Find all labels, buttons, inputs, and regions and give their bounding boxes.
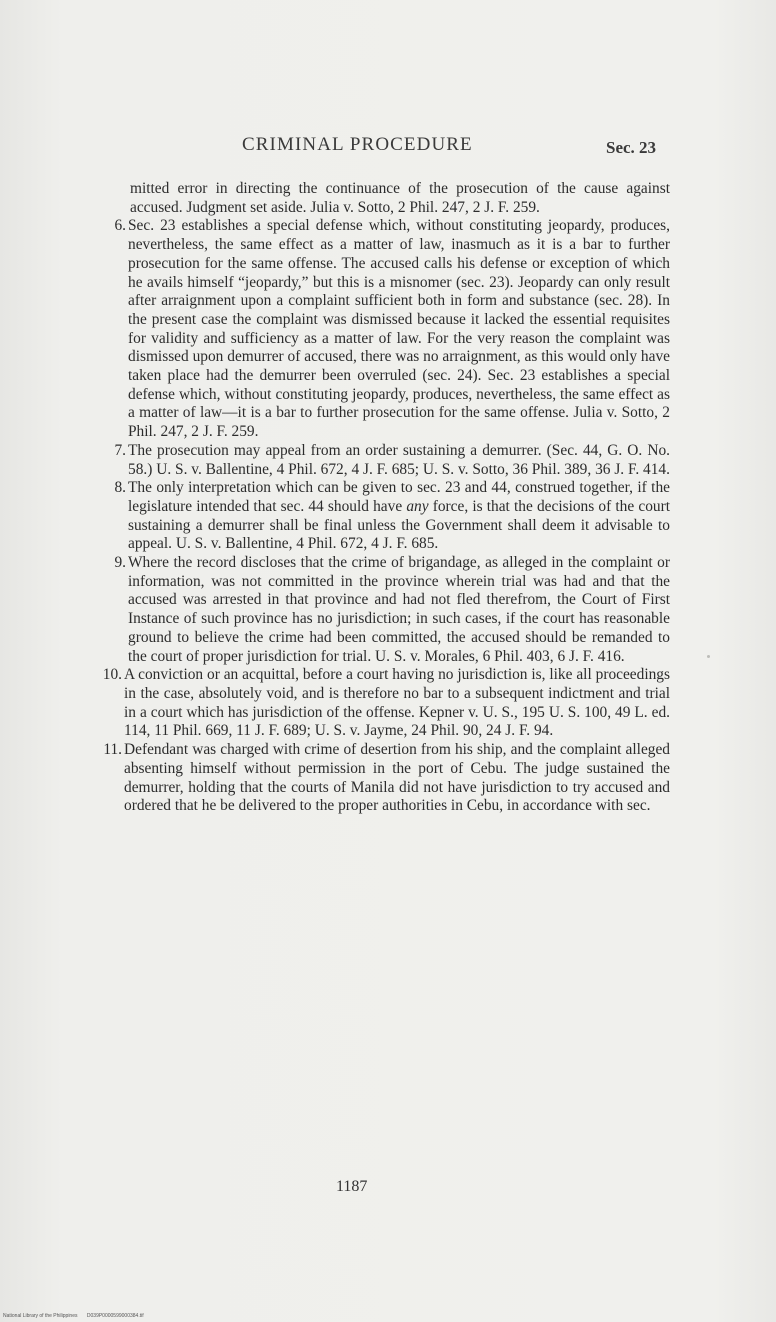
- note-8: [114, 479, 670, 554]
- note-11: [103, 741, 670, 816]
- note-7: [114, 441, 670, 479]
- note-number: 10.: [102, 666, 122, 684]
- note-text: The prosecution may appeal from an order sustaining a demurrer. (Sec. 44, G. O. No. 58.) U. S. v. Ballentine, 4 Phil. 672, 4 J. F. 685; U. S. v. Sotto, 36 Phil. 389, 36 J. F. 414.: [128, 441, 670, 478]
- footer-code: D039P0000599000384.tif: [86, 1313, 144, 1319]
- note-text: Defendant was charged with crime of desertion from his ship, and the complaint alleged absenting himself without permission in the port of Cebu. The judge sustained the demurrer, holding that the courts of Manila did not have jurisdiction to try accused and ordered that he be delivered to the proper authorities in Cebu, in accordance with sec.: [124, 741, 670, 815]
- running-head: [0, 134, 776, 160]
- running-title: CRIMINAL PROCEDURE: [242, 134, 473, 155]
- note-text: Sec. 23 establishes a special defense which, without constituting jeopardy, produces, nevertheless, the same effect as a matter of law, inasmuch as it is a bar to further prosecution for the same offense. The accused calls his defense or exception of which he avails himself “jeopardy,” but this is a misnomer (sec. 23). Jeopardy can only result after arraignment upon a complaint sufficient both in form and substance (sec. 28). In the present case the complaint was dismissed because it lacked the essential requisites for validity and sufficiency as a matter of law. For the very reason the complaint was dismissed upon demurrer of accused, there was no arraignment, as this would only have taken place had the demurrer been overruled (sec. 24). Sec. 23 establishes a special defense which, without constituting jeopardy, produces, nevertheless, the same effect as a matter of law—it is a bar to further prosecution for the same offense. Julia v. Sotto, 2 Phil. 247, 2 J. F. 259.: [128, 217, 670, 441]
- note-10: [102, 666, 670, 741]
- section-reference: Sec. 23: [606, 138, 657, 157]
- body-text: [0, 180, 776, 816]
- note-number: 9.: [114, 554, 126, 572]
- scan-speck: [707, 655, 710, 658]
- note-number: 8.: [114, 479, 126, 497]
- note-text: Where the record discloses that the crime of brigandage, as alleged in the complaint or information, was not committed in the province wherein trial was had and that the accused was arrested in that province and had not fled therefrom, the Court of First Instance of such province has no jurisdiction; in such cases, if the court has reasonable ground to believe the crime had been committed, the accused should be remanded to the court of proper jurisdiction for trial. U. S. v. Morales, 6 Phil. 403, 6 J. F. 416.: [128, 554, 670, 665]
- note-number: 11.: [103, 741, 122, 759]
- note-text: A conviction or an acquittal, before a court having no jurisdiction is, like all proceedings in the case, absolutely void, and is therefore no bar to a subsequent indictment and trial in a court which has jurisdiction of the offense. Kepner v. U. S., 195 U. S. 100, 49 L. ed. 114, 11 Phil. 669, 11 J. F. 689; U. S. v. Jayme, 24 Phil. 90, 24 J. F. 94.: [124, 666, 670, 740]
- note-number: 6.: [114, 217, 126, 235]
- note-number: 7.: [114, 441, 126, 459]
- note-text-after: force, is that the decisions of the court sustaining a demurrer shall be final unless the Government shall deem it advisable to appeal. U. S. v. Ballentine, 4 Phil. 672, 4 J. F. 685.: [128, 497, 670, 553]
- page-number: 1187: [336, 1178, 368, 1195]
- continued-paragraph: mitted error in directing the continuance of the prosecution of the cause against accused. Judgment set aside. Julia v. Sotto, 2 Phil. 247, 2 J. F. 259.: [130, 180, 670, 216]
- footer-library: National Library of the Philippines: [3, 1313, 78, 1319]
- note-emphasis: any: [406, 497, 429, 515]
- note-9: [114, 554, 670, 666]
- scan-footer: [3, 1313, 144, 1319]
- note-6: [114, 217, 670, 441]
- note-text-before: The only interpretation which can be given to sec. 23 and 44, construed together, if the legislature intended that sec. 44 should have: [128, 479, 670, 515]
